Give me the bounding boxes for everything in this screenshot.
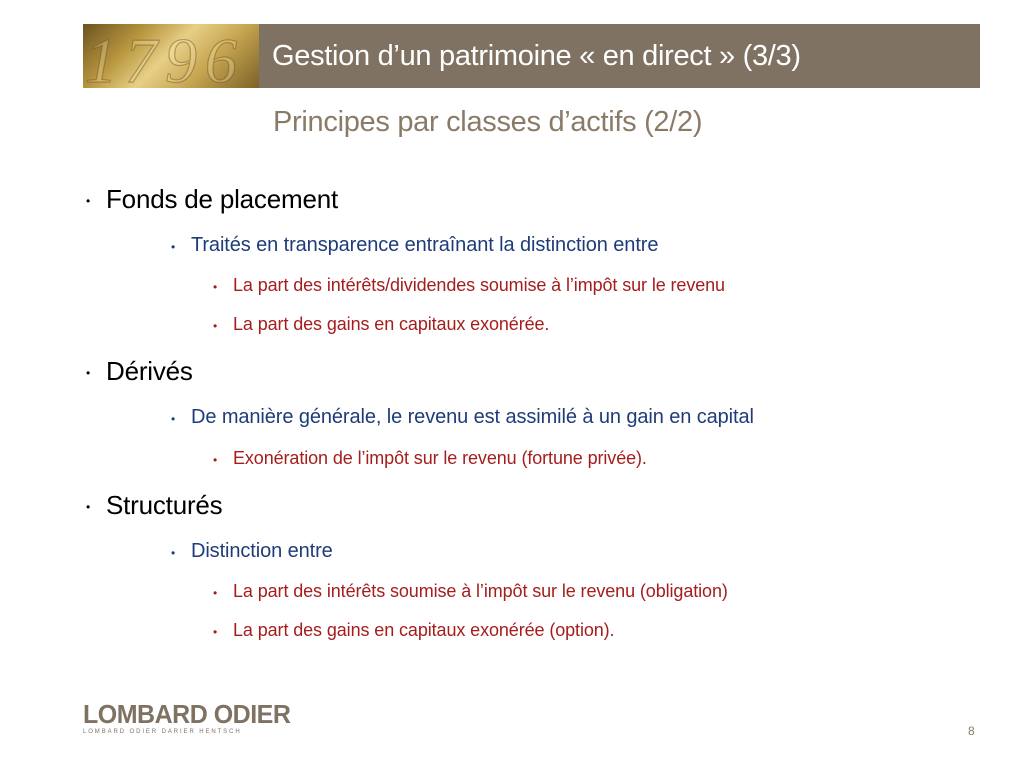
logo-wordmark: LOMBARD ODIER (83, 699, 291, 730)
bullet-icon: • (171, 546, 176, 560)
svg-text:1796: 1796 (85, 25, 245, 88)
sub-item-label: La part des intérêts soumise à l’impôt sur le revenu (obligation) (233, 581, 728, 601)
bullet-icon: • (213, 319, 218, 333)
lombard-odier-logo (83, 699, 291, 735)
item-label: Traités en transparence entraînant la distinction entre (191, 234, 659, 256)
bullet-icon: • (86, 366, 91, 380)
bullet-icon: • (213, 625, 218, 639)
logo-tagline: LOMBARD ODIER DARIER HENTSCH (83, 729, 242, 735)
slide-title: Gestion d’un patrimoine « en direct » (3/3) (272, 40, 801, 72)
section-label: Structurés (106, 490, 223, 520)
bullet-icon: • (171, 240, 176, 254)
section-label: Dérivés (106, 356, 193, 386)
section-label: Fonds de placement (106, 184, 338, 214)
sub-item-label: La part des gains en capitaux exonérée. (233, 314, 550, 334)
bullet-icon: • (213, 586, 218, 600)
year-1796-banner-graphic (83, 24, 259, 88)
item-label: Distinction entre (191, 540, 333, 562)
sub-item-label: Exonération de l’impôt sur le revenu (fortune privée). (233, 448, 647, 468)
bullet-icon: • (86, 500, 91, 514)
sub-item-label: La part des gains en capitaux exonérée (option). (233, 620, 615, 640)
bullet-icon: • (171, 412, 176, 426)
slide-subtitle: Principes par classes d’actifs (2/2) (273, 106, 703, 138)
bullet-icon: • (86, 194, 91, 208)
page-number: 8 (968, 724, 975, 738)
year-1796-banner-icon (83, 24, 259, 88)
bullet-icon: • (213, 280, 218, 294)
header-bar (83, 24, 980, 88)
sub-item-label: La part des intérêts/dividendes soumise à l’impôt sur le revenu (233, 275, 725, 295)
bullet-icon: • (213, 453, 218, 467)
item-label: De manière générale, le revenu est assimilé à un gain en capital (191, 406, 754, 428)
